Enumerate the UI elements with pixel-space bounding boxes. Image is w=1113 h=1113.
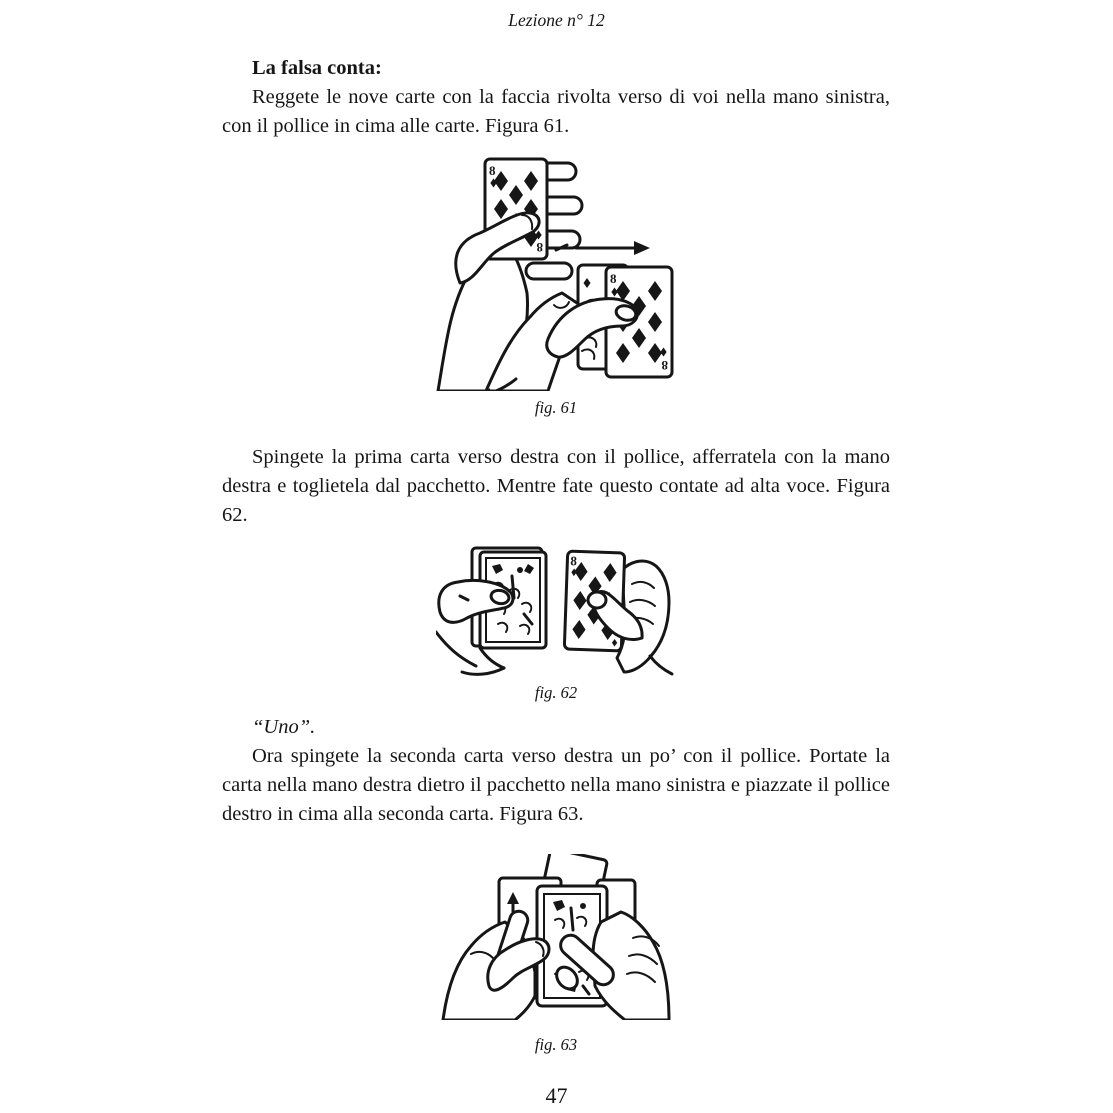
card-rank: 8 xyxy=(661,358,668,373)
card-rank: 8 xyxy=(536,240,543,255)
text-column xyxy=(222,54,890,1053)
fig63-caption: fig. 63 xyxy=(534,1035,578,1054)
quote-uno: “Uno”. xyxy=(252,716,316,738)
paragraph-1: Reggete le nove carte con la faccia rivolta verso di voi nella mano sinistra, con il pollice in cima alle carte. Figura 61. xyxy=(222,86,890,137)
fig61-illustration xyxy=(430,153,682,391)
paragraph-3: Ora spingete la seconda carta verso destra un po’ con il pollice. Portate la carta nella mano destra dietro il pacchetto nella mano sinistra e piazzate il pollice destro in cima alla seconda carta. Figura 63. xyxy=(222,745,890,825)
running-header: Lezione n° 12 xyxy=(508,10,605,30)
figure-61 xyxy=(222,153,890,416)
figure-62 xyxy=(222,540,890,701)
fig62-left-hand-packet xyxy=(436,548,546,674)
fig62-right-hand-card xyxy=(564,551,672,674)
paragraph-2: Spingete la prima carta verso destra con il pollice, afferratela con la mano destra e toglietela dal pacchetto. Mentre fate questo contate ad alta voce. Figura 62. xyxy=(222,446,890,526)
fig61-caption: fig. 61 xyxy=(534,398,578,417)
card-rank: 8 xyxy=(489,163,496,178)
card-rank: 8 xyxy=(570,553,578,569)
section-heading: La falsa conta: xyxy=(252,57,382,79)
fig62-caption: fig. 62 xyxy=(534,683,578,702)
fig62-illustration xyxy=(436,540,676,676)
figure-63 xyxy=(222,854,890,1053)
card-rank: 8 xyxy=(610,271,617,286)
finger-icon xyxy=(526,263,572,279)
fig63-illustration xyxy=(437,854,675,1020)
page-number: 47 xyxy=(545,1083,568,1108)
